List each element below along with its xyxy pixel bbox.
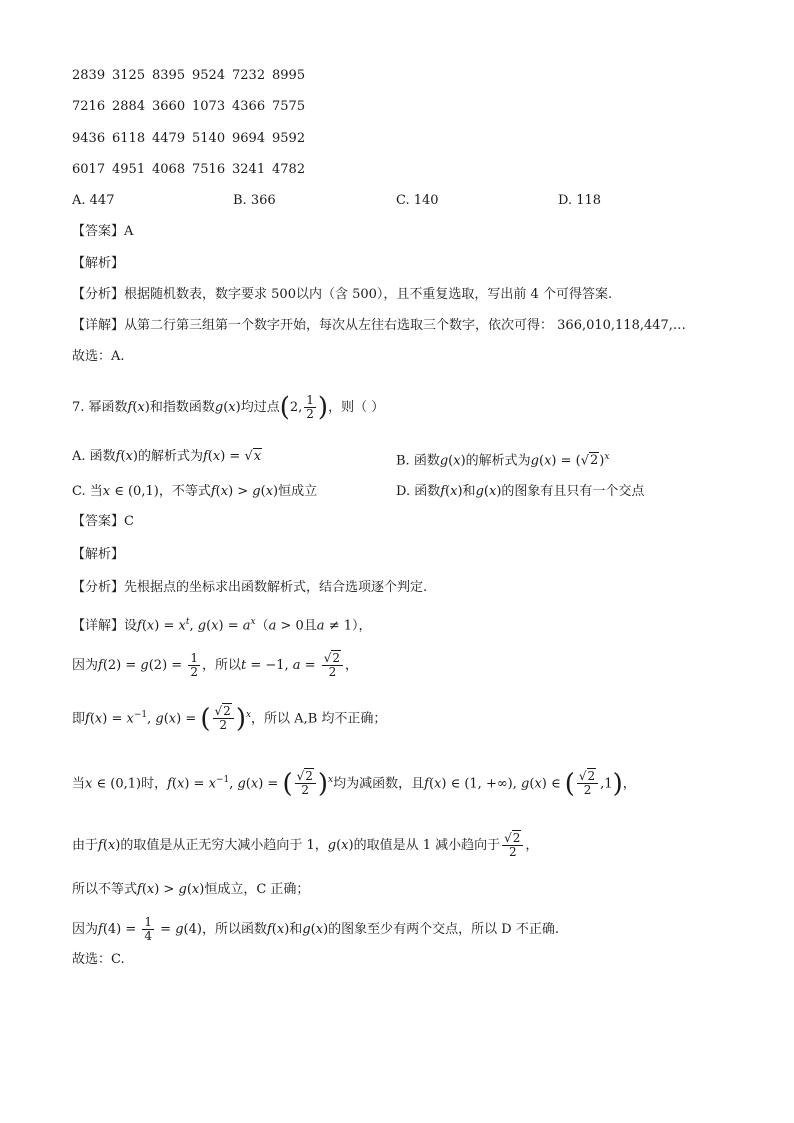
q7-answer: 【答案】C [72, 514, 134, 529]
q7-option-d: D. 函数f(x)和g(x)的图象有且只有一个交点 [396, 484, 645, 499]
q7-fenxi: 【分析】先根据点的坐标求出函数解析式，结合选项逐个判定. [72, 580, 428, 595]
random-table-row [72, 66, 312, 86]
q6-option-c: C. 140 [396, 193, 439, 208]
q7-detail-line-7: 因为f(4) = $\frac{1}{4}$ = g(4)，所以函数f(x)和g(x)的图象至少有两个交点，所以 D 不正确. [72, 915, 559, 943]
random-table-row [72, 97, 312, 117]
q7-analysis-tag: 【解析】 [72, 547, 125, 562]
random-table-cell: 3660 [152, 99, 186, 114]
q7-option-c: C. 当x ∈ (0,1)，不等式f(x) > g(x)恒成立 [72, 484, 318, 499]
random-table-cell: 6118 [112, 131, 146, 146]
random-table-cell: 9694 [232, 131, 266, 146]
q7-detail-line-4: 当x ∈ (0,1)时，$f(x) = x^{-1}$, g(x) = ( $\frac{√2}{2}$ )$^x$均为减函数，且f(x) ∈ (1, +∞), g(x) ∈ ( $\frac{√2}{2}$ ,1)， [72, 768, 636, 799]
random-table-cell: 8395 [152, 68, 186, 83]
random-table-cell: 3125 [112, 68, 146, 83]
random-table-row [72, 129, 312, 149]
random-table-cell: 9436 [72, 131, 106, 146]
random-table-cell: 1073 [192, 99, 226, 114]
q7-detail-line-1: 【详解】设$f(x) = x^t$, $g(x) = a^x(a > 0$且a ≠ 1）， [72, 617, 372, 634]
random-table-row [72, 160, 312, 180]
random-table-cell: 3241 [232, 162, 266, 177]
q6-option-d: D. 118 [558, 193, 602, 208]
random-table-cell: 7232 [232, 68, 266, 83]
q7-conclusion: 故选：C. [72, 952, 125, 967]
q6-analysis-tag: 【解析】 [72, 256, 125, 271]
random-table-cell: 4782 [272, 162, 306, 177]
random-table-cell: 4068 [152, 162, 186, 177]
q7-option-b: B. 函数g(x)的解析式为$g(x) = (√2)^x$ [396, 452, 610, 469]
random-table-cell: 2884 [112, 99, 146, 114]
q7-detail-line-3: 即$f(x) = x^{-1}$, g(x) = ( $\frac{√2}{2}$ )$^x$，所以 A,B 均不正确； [72, 703, 387, 734]
random-table-cell: 4951 [112, 162, 146, 177]
q6-answer: 【答案】A [72, 224, 134, 239]
random-table-cell: 2839 [72, 68, 106, 83]
random-table-cell: 4366 [232, 99, 266, 114]
random-table-cell: 9592 [272, 131, 306, 146]
q7-detail-line-2: 因为f(2) = g(2) = $\frac{1}{2}$ ，所以t = −1, a = $\frac{√2}{2}$ ， [72, 651, 359, 679]
q7-detail-line-6: 所以不等式f(x) > g(x)恒成立，C 正确； [72, 882, 310, 897]
random-table-cell: 8995 [272, 68, 306, 83]
q6-xiangjie: 【详解】从第二行第三组第一个数字开始，每次从左往右选取三个数字，依次可得： 366,010,118,447,… [72, 318, 686, 333]
q6-fenxi: 【分析】根据随机数表，数字要求 500以内（含 500），且不重复选取，写出前 4 个可得答案. [72, 287, 613, 302]
random-table-cell: 7516 [192, 162, 226, 177]
q7-option-a: A. 函数f(x)的解析式为f(x) = √x [72, 449, 262, 464]
random-table-cell: 7216 [72, 99, 106, 114]
q6-option-b: B. 366 [233, 193, 276, 208]
random-table-cell: 6017 [72, 162, 106, 177]
q7-stem: 7. 幂函数f(x)和指数函数g(x)均过点(2, $\frac{1}{2}$ )，则（ ） [72, 392, 385, 423]
q6-conclusion: 故选：A. [72, 349, 125, 364]
q6-option-a: A. 447 [72, 193, 115, 208]
random-table-cell: 4479 [152, 131, 186, 146]
q7-detail-line-5: 由于f(x)的取值是从正无穷大减小趋向于 1，g(x)的取值是从 1 减小趋向于 $\frac{√2}{2}$ ， [72, 831, 539, 859]
random-table-cell: 5140 [192, 131, 226, 146]
random-table-cell: 7575 [272, 99, 306, 114]
random-table-cell: 9524 [192, 68, 226, 83]
